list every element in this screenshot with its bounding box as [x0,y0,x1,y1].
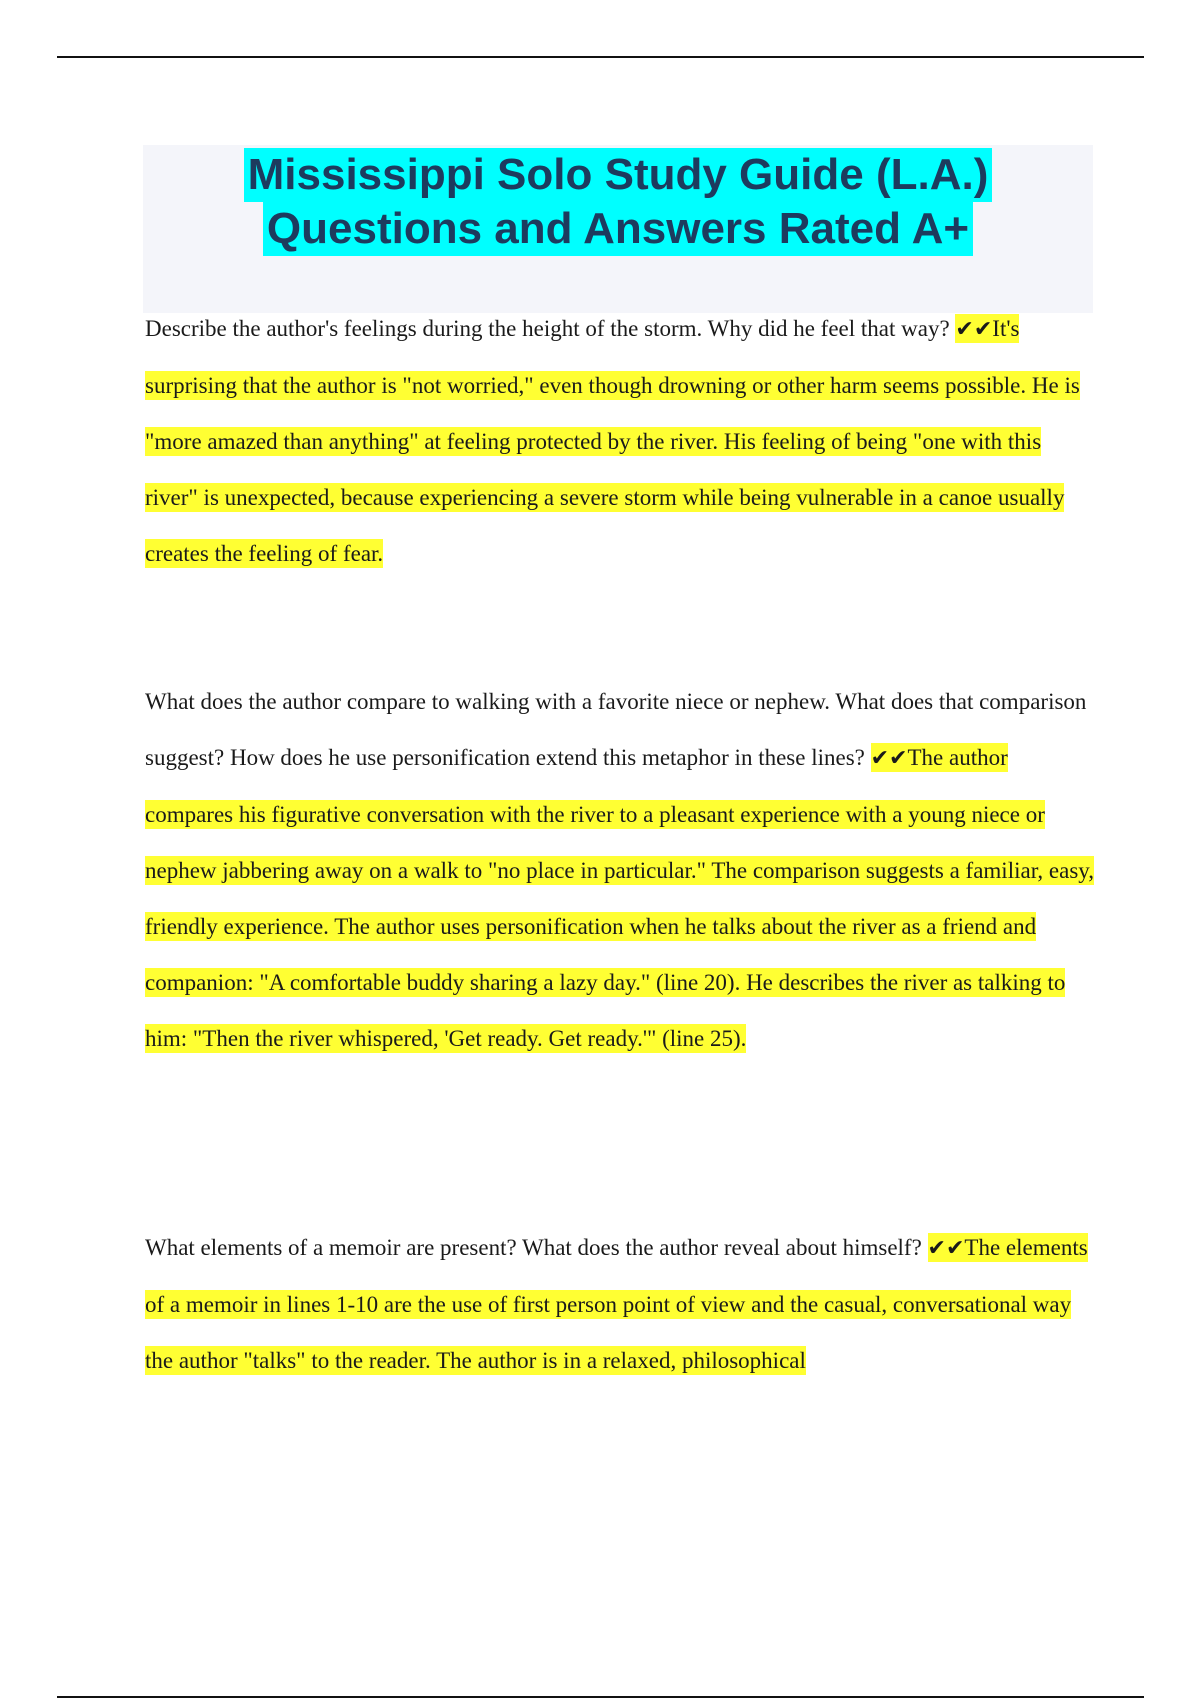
answer-highlight [145,743,1094,1053]
title-line-2: Questions and Answers Rated A+ [263,202,973,256]
footer-rule [57,1696,1144,1698]
answer-highlight [145,314,1080,568]
qa-item-2 [145,674,1095,1067]
qa-item-1 [145,301,1095,582]
header-rule [57,56,1144,58]
answer-text: The author compares his figurative conversation with the river to a pleasant experience with a young niece or nephew jabbering away on a walk to "no place in particular." The comparison suggests a familiar, easy, friendly experience. The author uses personification when he talks about the river as a friend and companion: "A comfortable buddy sharing a lazy day." (line 20). He describes the river as talking to him: "Then the river whispered, 'Get ready. Get ready.'" (line 25). [145,745,1095,1051]
qa-item-3 [145,1220,1095,1389]
check-mark-icon: ✔✔ [927,1236,965,1261]
answer-text: The elements of a memoir in lines 1-10 are the use of first person point of view and the casual, conversational way the author "talks" to the reader. The author is in a relaxed, philosophical [145,1235,1088,1373]
answer-text: It's surprising that the author is "not worried," even though drowning or other harm seems possible. He is "more amazed than anything" at feeling protected by the river. His feeling of being "one with this river" is unexpected, because experiencing a severe storm while being vulnerable in a canoe usually creates the feeling of fear. [145,316,1080,566]
document-title [143,148,1093,256]
check-mark-icon: ✔✔ [955,317,993,342]
question-text: What does the author compare to walking with a favorite niece or nephew. What does that comparison suggest? How does he use personification extend this metaphor in these lines? [145,689,1087,770]
question-text: What elements of a memoir are present? What does the author reveal about himself? [145,1235,928,1260]
check-mark-icon: ✔✔ [870,746,908,771]
question-text: Describe the author's feelings during the height of the storm. Why did he feel that way? [145,316,956,341]
title-line-1: Mississippi Solo Study Guide (L.A.) [244,148,993,202]
